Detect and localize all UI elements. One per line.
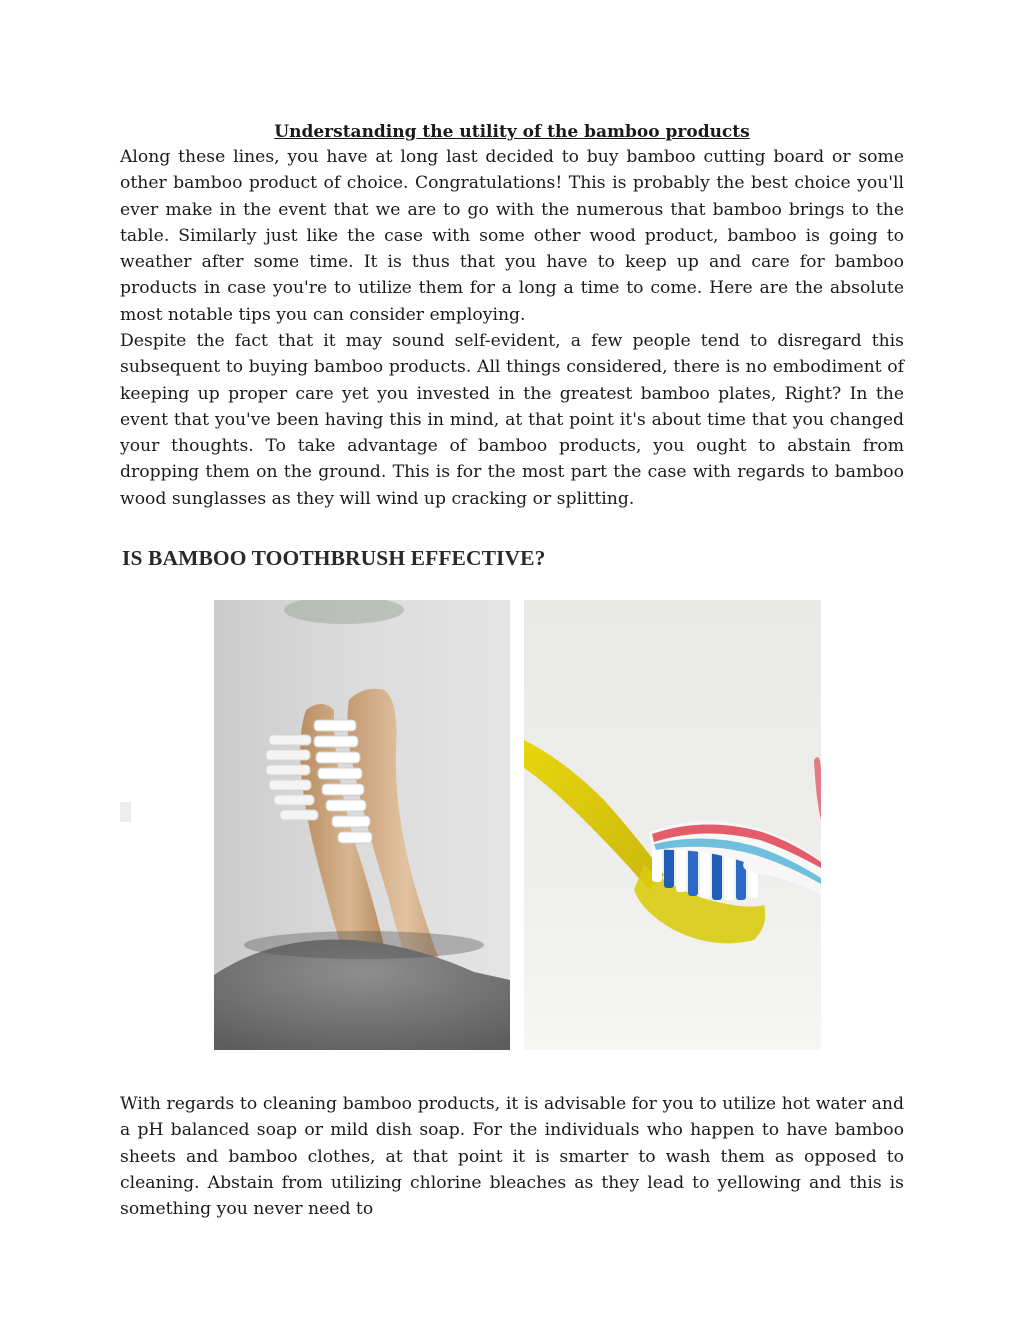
plastic-toothbrush-photo — [524, 600, 821, 1050]
bamboo-toothbrush-photo — [214, 600, 510, 1050]
page-title: Understanding the utility of the bamboo products — [274, 122, 750, 142]
bamboo-toothbrushes-icon — [214, 600, 510, 1050]
margin-marker — [120, 802, 131, 822]
image-heading: IS BAMBOO TOOTHBRUSH EFFECTIVE? — [122, 546, 546, 570]
paragraph-intro: Along these lines, you have at long last decided to buy bamboo cutting board or some other bamboo product of choice. Congratulations! This is probably the best choice you'll ever make in the event that we are to go with the numerous that bamboo brings to the table. Similarly just like the case with some other wood product, bamboo is going to weather after some time. It is thus that you have to keep up and care for bamboo products in case you're to utilize them for a long a time to come. Here are the absolute most notable tips you can consider employing. — [120, 147, 904, 325]
paragraph-cleaning: With regards to cleaning bamboo products, it is advisable for you to utilize hot water and a pH balanced soap or mild dish soap. For the individuals who happen to have bamboo sheets and bamboo clothes, at that point it is smarter to wash them as opposed to cleaning. Abstain from utilizing chlorine bleaches as they lead to yellowing and this is something you never need to — [120, 1094, 904, 1220]
plastic-toothbrush-icon — [524, 600, 821, 1050]
paragraph-care: Despite the fact that it may sound self-evident, a few people tend to disregard this subsequent to buying bamboo products. All things considered, there is no embodiment of keeping up proper care yet you invested in the greatest bamboo plates, Right? In the event that you've been having this in mind, at that point it's about time that you changed your thoughts. To take advantage of bamboo products, you ought to abstain from dropping them on the ground. This is for the most part the case with regards to bamboo wood sunglasses as they will wind up cracking or splitting. — [120, 331, 904, 509]
